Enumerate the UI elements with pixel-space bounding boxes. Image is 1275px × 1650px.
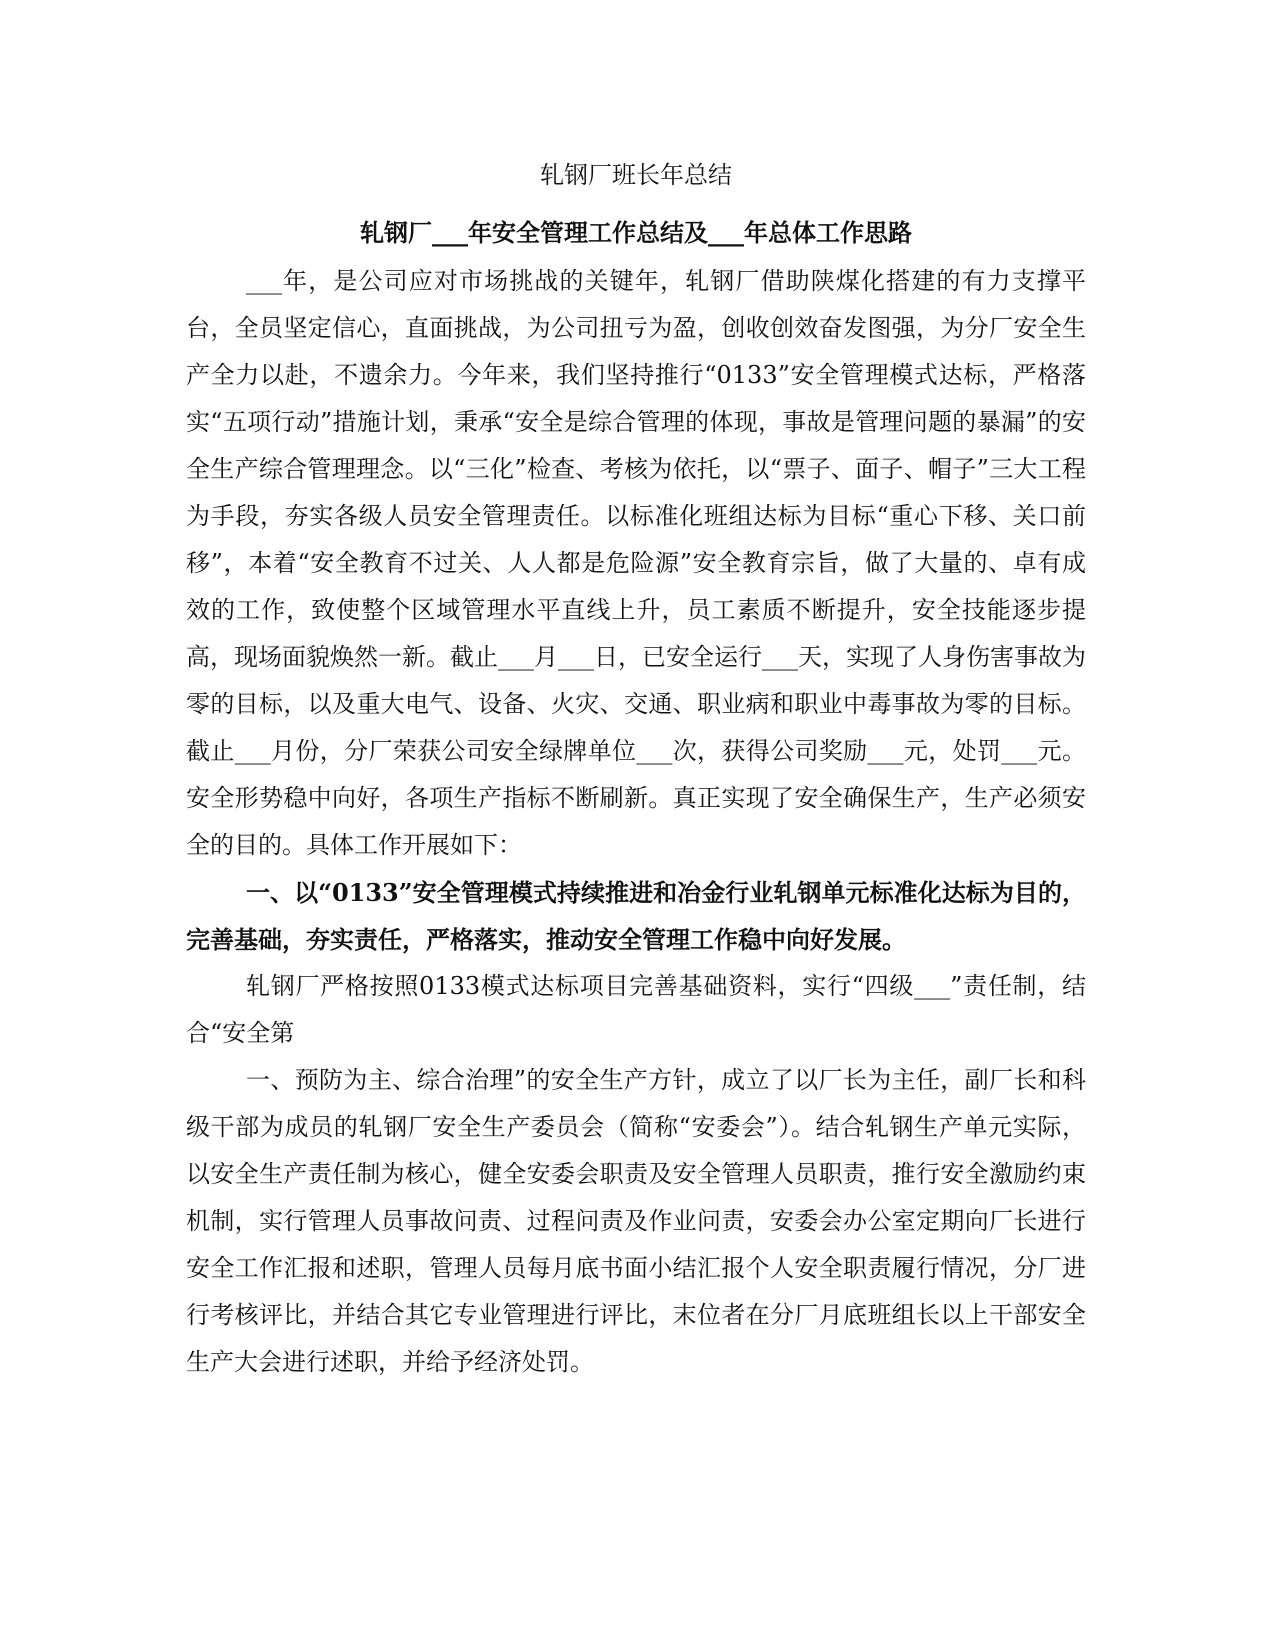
body-paragraph: 一、预防为主、综合治理”的安全生产方针，成立了以厂长为主任，副厂长和科级干部为成员的轧钢厂安全生产委员会（简称“安委会”）。结合轧钢生产单元实际，以安全生产责任制为核心，健全安委会职责及安全管理人员职责，推行安全激励约束机制，实行管理人员事故问责、过程问责及作业问责，安委会办公室定期向厂长进行安全工作汇报和述职，管理人员每月底书面小结汇报个人安全职责履行情况，分厂进行考核评比，并结合其它专业管理进行评比，末位者在分厂月底班组长以上干部安全生产大会进行述职，并给予经济处罚。: [186, 1066, 1086, 1376]
section-heading-1: 一、以“0133”安全管理模式持续推进和冶金行业轧钢单元标准化达标为目的，完善基础，夯实责任，严格落实，推动安全管理工作稳中向好发展。: [186, 878, 1086, 954]
document-subtitle: 轧钢厂___年安全管理工作总结及___年总体工作思路: [360, 218, 912, 247]
body-paragraph: 轧钢厂严格按照0133模式达标项目完善基础资料，实行“四级___”责任制，结合“安全第: [186, 972, 1086, 1047]
document-body: [186, 160, 1086, 1386]
intro-paragraph: ___年，是公司应对市场挑战的关键年，轧钢厂借助陕煤化搭建的有力支撑平台，全员坚定信心，直面挑战，为公司扭亏为盈，创收创效奋发图强，为分厂安全生产全力以赴，不遗余力。今年来，我们坚持推行“0133”安全管理模式达标，严格落实“五项行动”措施计划，秉承“安全是综合管理的体现，事故是管理问题的暴漏”的安全生产综合管理理念。以“三化”检查、考核为依托，以“票子、面子、帽子”三大工程为手段，夯实各级人员安全管理责任。以标准化班组达标为目标“重心下移、关口前移”，本着“安全教育不过关、人人都是危险源”安全教育宗旨，做了大量的、卓有成效的工作，致使整个区域管理水平直线上升，员工素质不断提升，安全技能逐步提高，现场面貌焕然一新。截止___月___日，已安全运行___天，实现了人身伤害事故为零的目标，以及重大电气、设备、火灾、交通、职业病和职业中毒事故为零的目标。截止___月份，分厂荣获公司安全绿牌单位___次，获得公司奖励___元，处罚___元。安全形势稳中向好，各项生产指标不断刷新。真正实现了安全确保生产，生产必须安全的目的。具体工作开展如下：: [186, 267, 1086, 859]
document-title: 轧钢厂班长年总结: [540, 161, 732, 189]
